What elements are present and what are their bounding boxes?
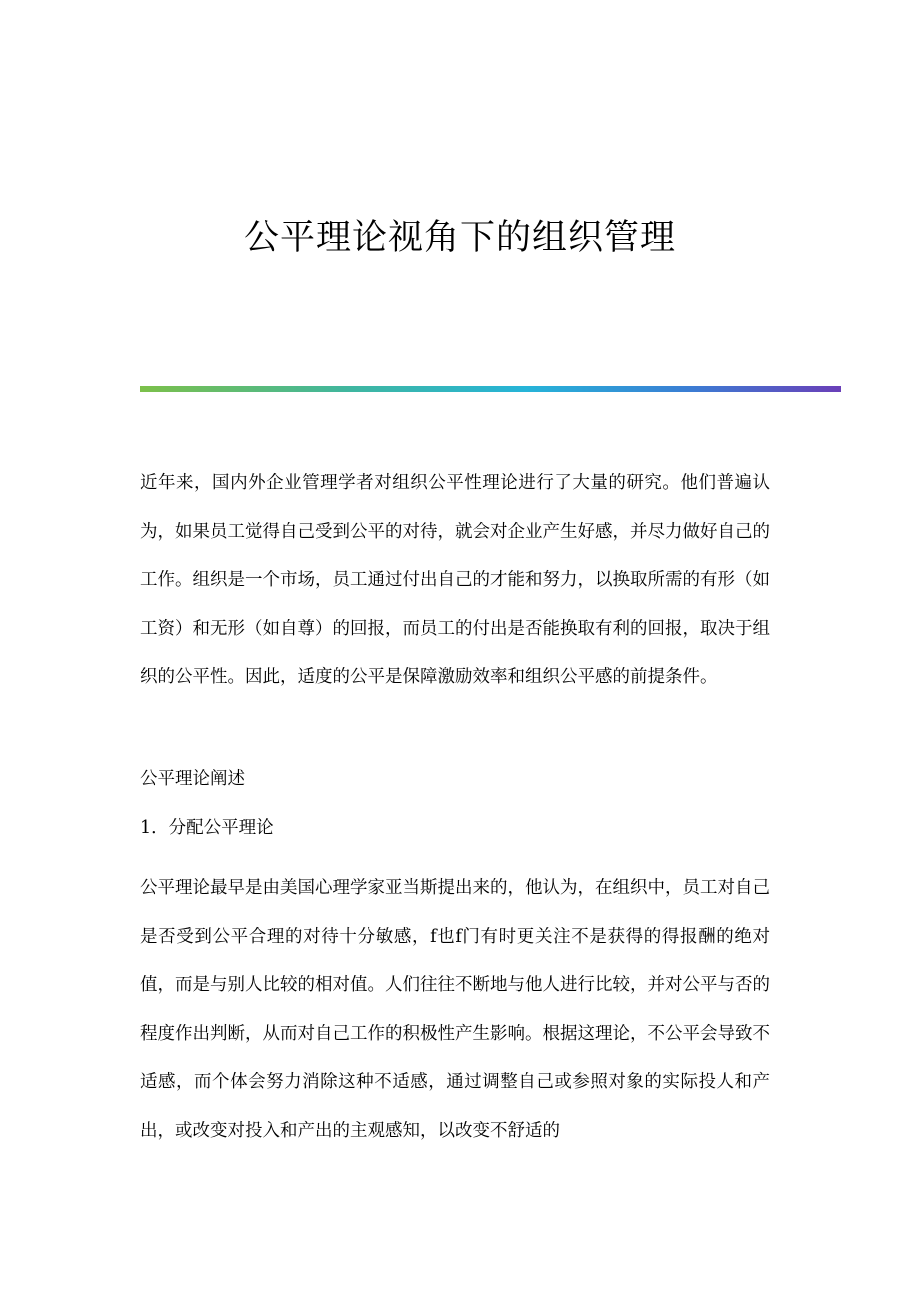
page-title: 公平理论视角下的组织管理 xyxy=(243,218,676,258)
theory-paragraph: 公平理论最早是由美国心理学家亚当斯提出来的，他认为，在组织中，员工对自己是否受到公平合理的对待十分敏感，f也f门有时更关注不是获得的得报酬的绝对值，而是与别人比较的相对值。人们往往不断地与他人进行比较，并对公平与否的程度作出判断，从而对自己工作的积极性产生影响。根据这理论，不公平会导致不适感，而个体会努力消除这种不适感，通过调整自己或参照对象的实际投人和产出，或改变对投入和产出的主观感知，以改变不舒适的 xyxy=(140,878,770,1141)
intro-paragraph: 近年来，国内外企业管理学者对组织公平性理论进行了大量的研究。他们普遍认为，如果员工觉得自己受到公平的对待，就会对企业产生好感，并尽力做好自己的工作。组织是一个市场，员工通过付出自己的才能和努力，以换取所需的有形（如工资）和无形（如自尊）的回报，而员工的付出是否能换取有利的回报，取决于组织的公平性。因此，适度的公平是保障激励效率和组织公平感的前提条件。 xyxy=(140,473,770,687)
title-divider xyxy=(140,386,841,392)
subsection-heading: 1．分配公平理论 xyxy=(140,818,274,838)
section-heading: 公平理论阐述 xyxy=(140,769,245,789)
